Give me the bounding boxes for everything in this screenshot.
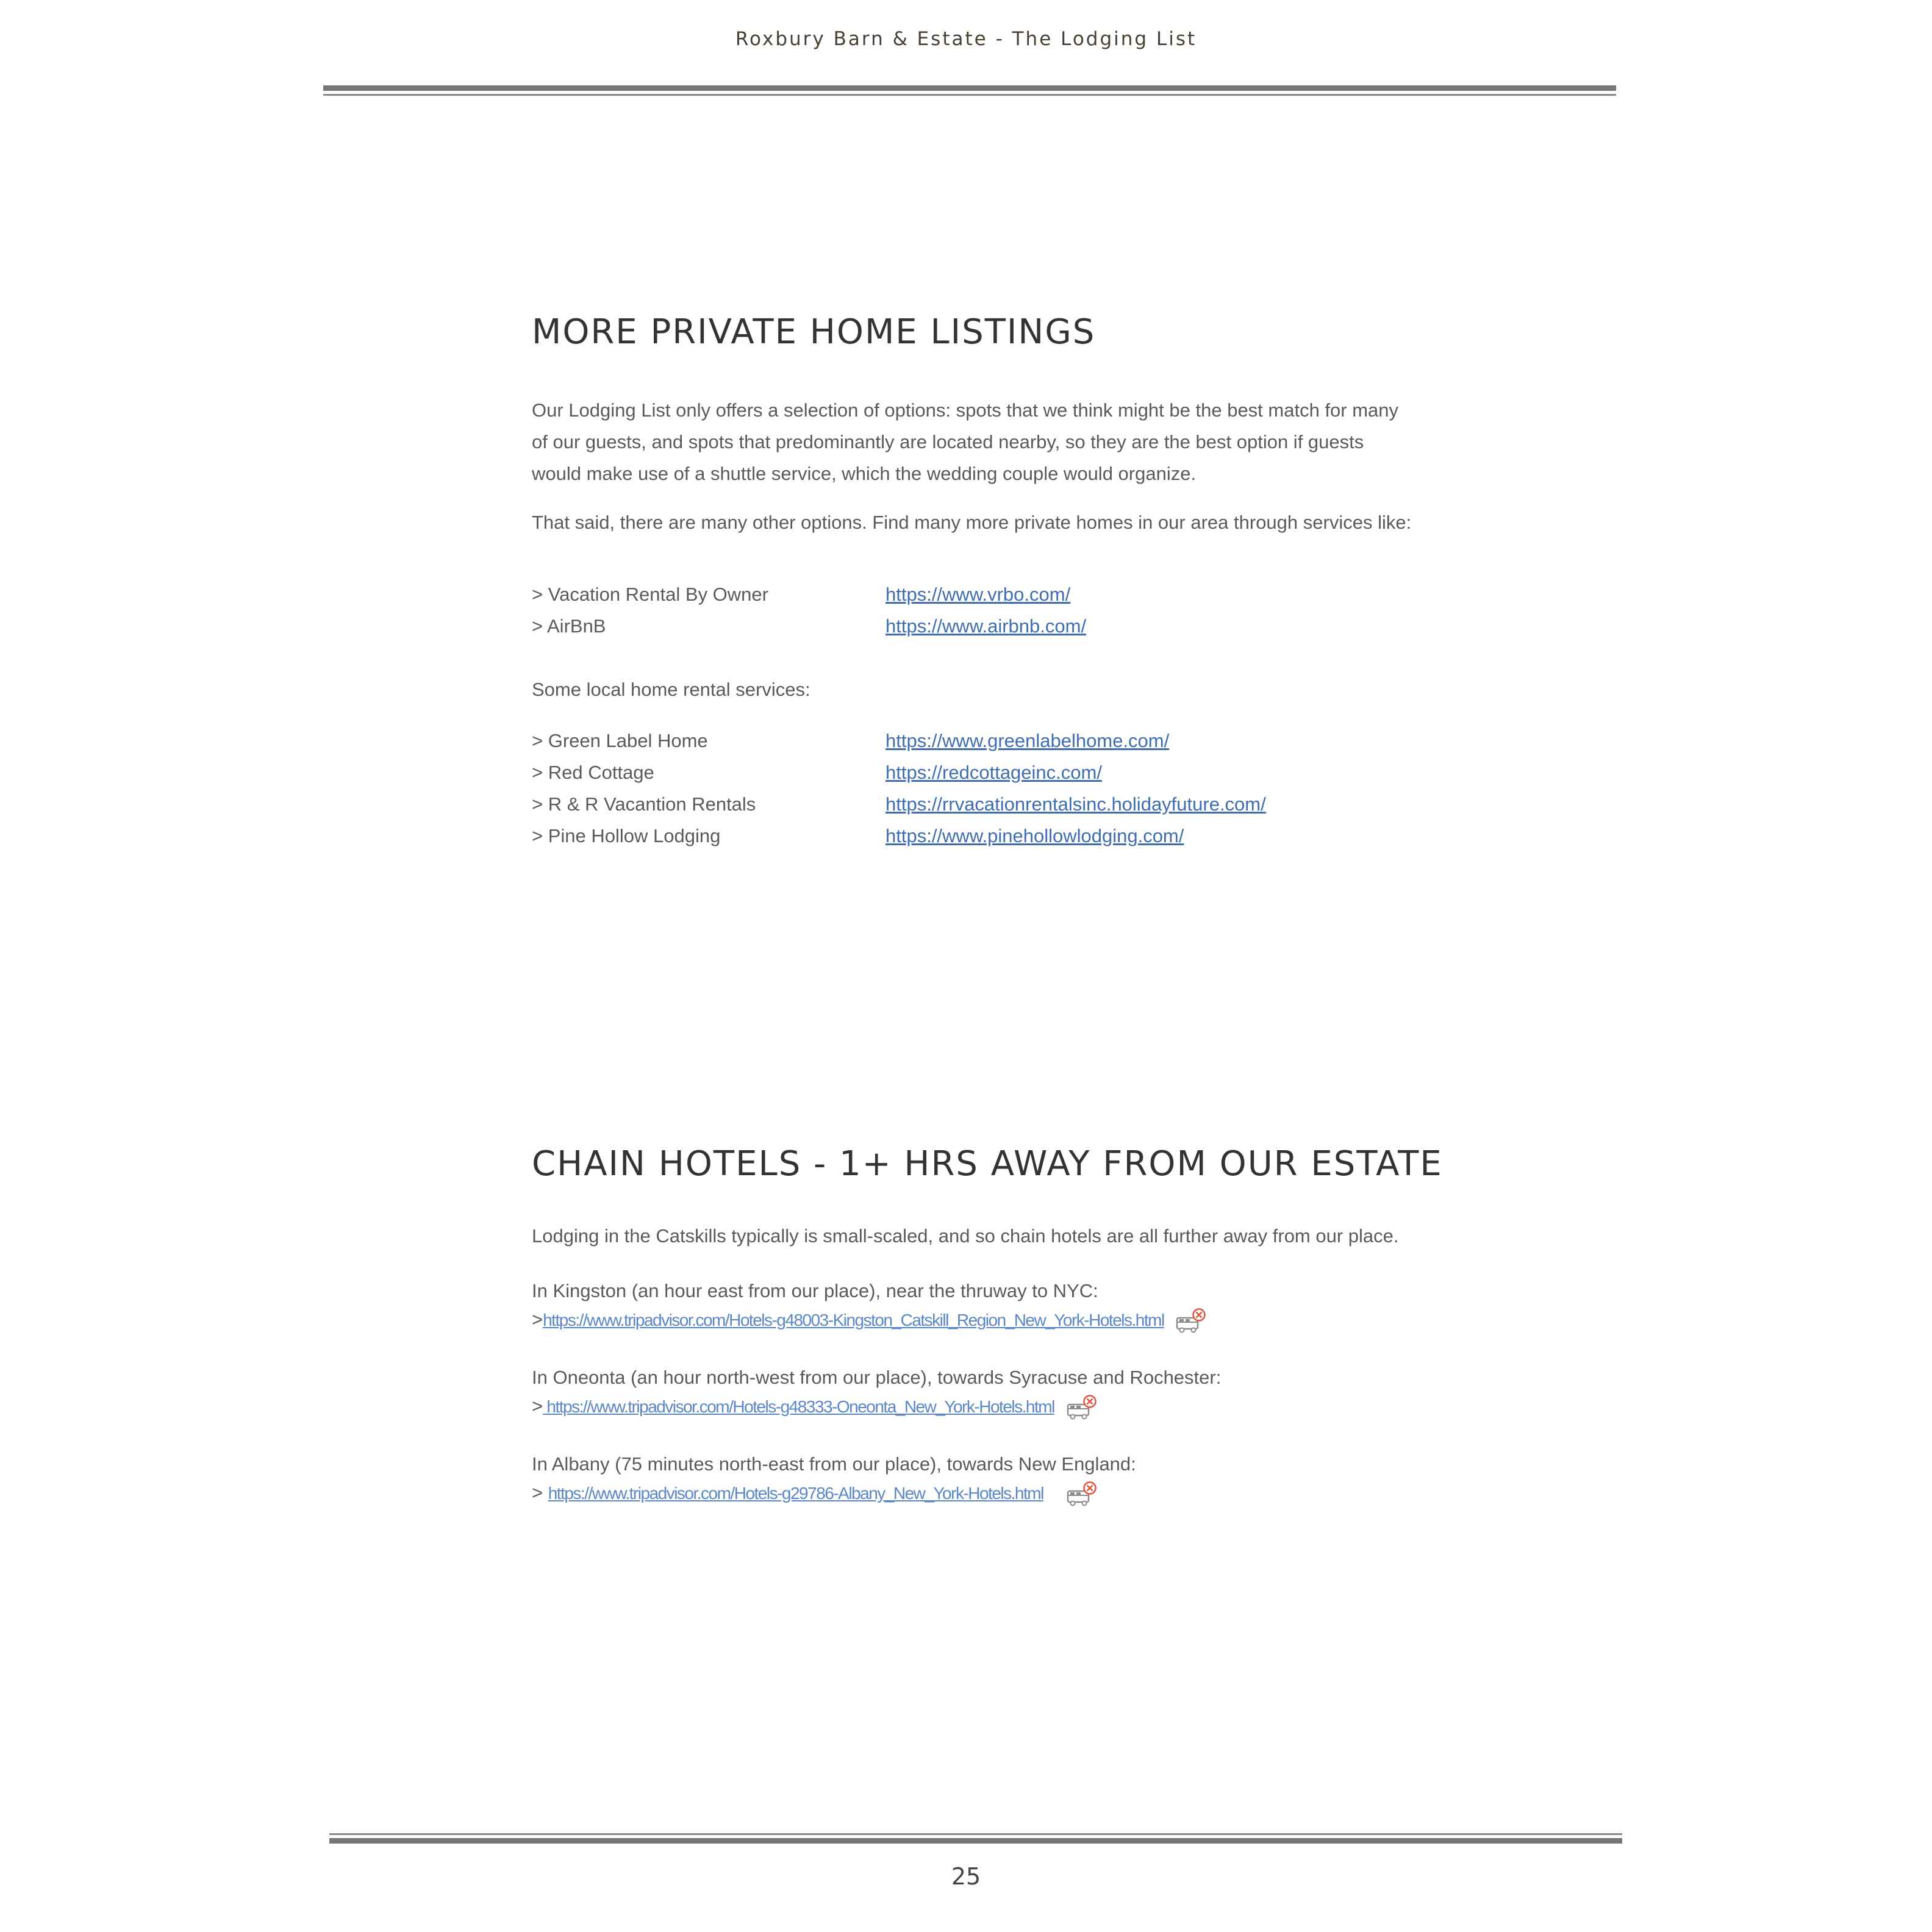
tripadvisor-link[interactable]: https://www.tripadvisor.com/Hotels-g48003-Kingston_Catskill_Region_New_York-Hotels.html — [543, 1311, 1164, 1329]
chain-hotels-section — [532, 1144, 1443, 1507]
location-description: In Albany (75 minutes north-east from our place), towards New England: — [532, 1453, 1136, 1475]
hotel-link-line — [532, 1479, 1416, 1507]
hotel-location — [532, 1363, 1416, 1420]
header-rule-thick — [323, 85, 1616, 91]
service-label: > Pine Hollow Lodging — [532, 825, 721, 846]
private-homes-section — [532, 312, 1416, 852]
service-link[interactable]: https://redcottageinc.com/ — [886, 762, 1102, 783]
service-link[interactable]: https://rrvacationrentalsinc.holidayfuture.com/ — [886, 793, 1266, 815]
service-label: > Vacation Rental By Owner — [532, 584, 768, 605]
list-item — [532, 757, 1416, 789]
location-description: In Kingston (an hour east from our place), near the thruway to NYC: — [532, 1280, 1098, 1301]
header-rule-thin — [323, 94, 1616, 96]
link-prefix: > — [532, 1482, 548, 1503]
section-heading-chain-hotels: CHAIN HOTELS - 1+ HRS AWAY FROM OUR ESTATE — [532, 1144, 1443, 1184]
footer-rule-thin — [329, 1833, 1622, 1835]
service-link[interactable]: https://www.pinehollowlodging.com/ — [886, 825, 1184, 846]
hotel-location — [532, 1276, 1416, 1334]
service-label: > R & R Vacantion Rentals — [532, 793, 756, 815]
no-shuttle-icon — [1067, 1481, 1097, 1508]
service-link[interactable]: https://www.vrbo.com/ — [886, 584, 1071, 605]
list-item — [532, 610, 1416, 642]
service-label: > AirBnB — [532, 615, 606, 637]
local-services-intro: Some local home rental services: — [532, 679, 810, 700]
tripadvisor-link[interactable]: https://www.tripadvisor.com/Hotels-g29786-Albany_New_York-Hotels.html — [548, 1484, 1043, 1503]
page-number: 25 — [951, 1863, 981, 1890]
private-homes-intro-2: That said, there are many other options. Find many more private homes in our area through services like: — [532, 512, 1412, 533]
list-item — [532, 789, 1416, 820]
hotel-link-line — [532, 1392, 1416, 1420]
list-item — [532, 579, 1416, 610]
local-service-list — [532, 725, 1416, 852]
service-label: > Red Cottage — [532, 762, 654, 783]
running-header: Roxbury Barn & Estate - The Lodging List — [735, 28, 1197, 50]
list-item — [532, 820, 1416, 852]
private-homes-intro: Our Lodging List only offers a selection of options: spots that we think might be the best match for many of our guests, and spots that predominantly are located nearby, so they are the best option if guests would make use of a shuttle service, which the wedding couple would organize. — [532, 399, 1399, 484]
section-heading-private-homes: MORE PRIVATE HOME LISTINGS — [532, 312, 1096, 352]
no-shuttle-icon — [1067, 1395, 1097, 1422]
no-shuttle-icon — [1176, 1308, 1206, 1335]
service-label: > Green Label Home — [532, 730, 708, 751]
service-link[interactable]: https://www.greenlabelhome.com/ — [886, 730, 1170, 751]
list-item — [532, 725, 1416, 757]
hotel-location — [532, 1450, 1416, 1507]
link-prefix: > — [532, 1309, 543, 1330]
service-link[interactable]: https://www.airbnb.com/ — [886, 615, 1087, 637]
tripadvisor-link[interactable]: https://www.tripadvisor.com/Hotels-g48333-Oneonta_New_York-Hotels.html — [543, 1397, 1054, 1416]
service-list — [532, 579, 1416, 642]
location-description: In Oneonta (an hour north-west from our place), towards Syracuse and Rochester: — [532, 1367, 1222, 1388]
link-prefix: > — [532, 1395, 543, 1417]
footer-rule-thick — [329, 1838, 1622, 1844]
chain-hotels-intro: Lodging in the Catskills typically is small-scaled, and so chain hotels are all further away from our place. — [532, 1225, 1399, 1247]
hotel-link-line — [532, 1306, 1416, 1334]
